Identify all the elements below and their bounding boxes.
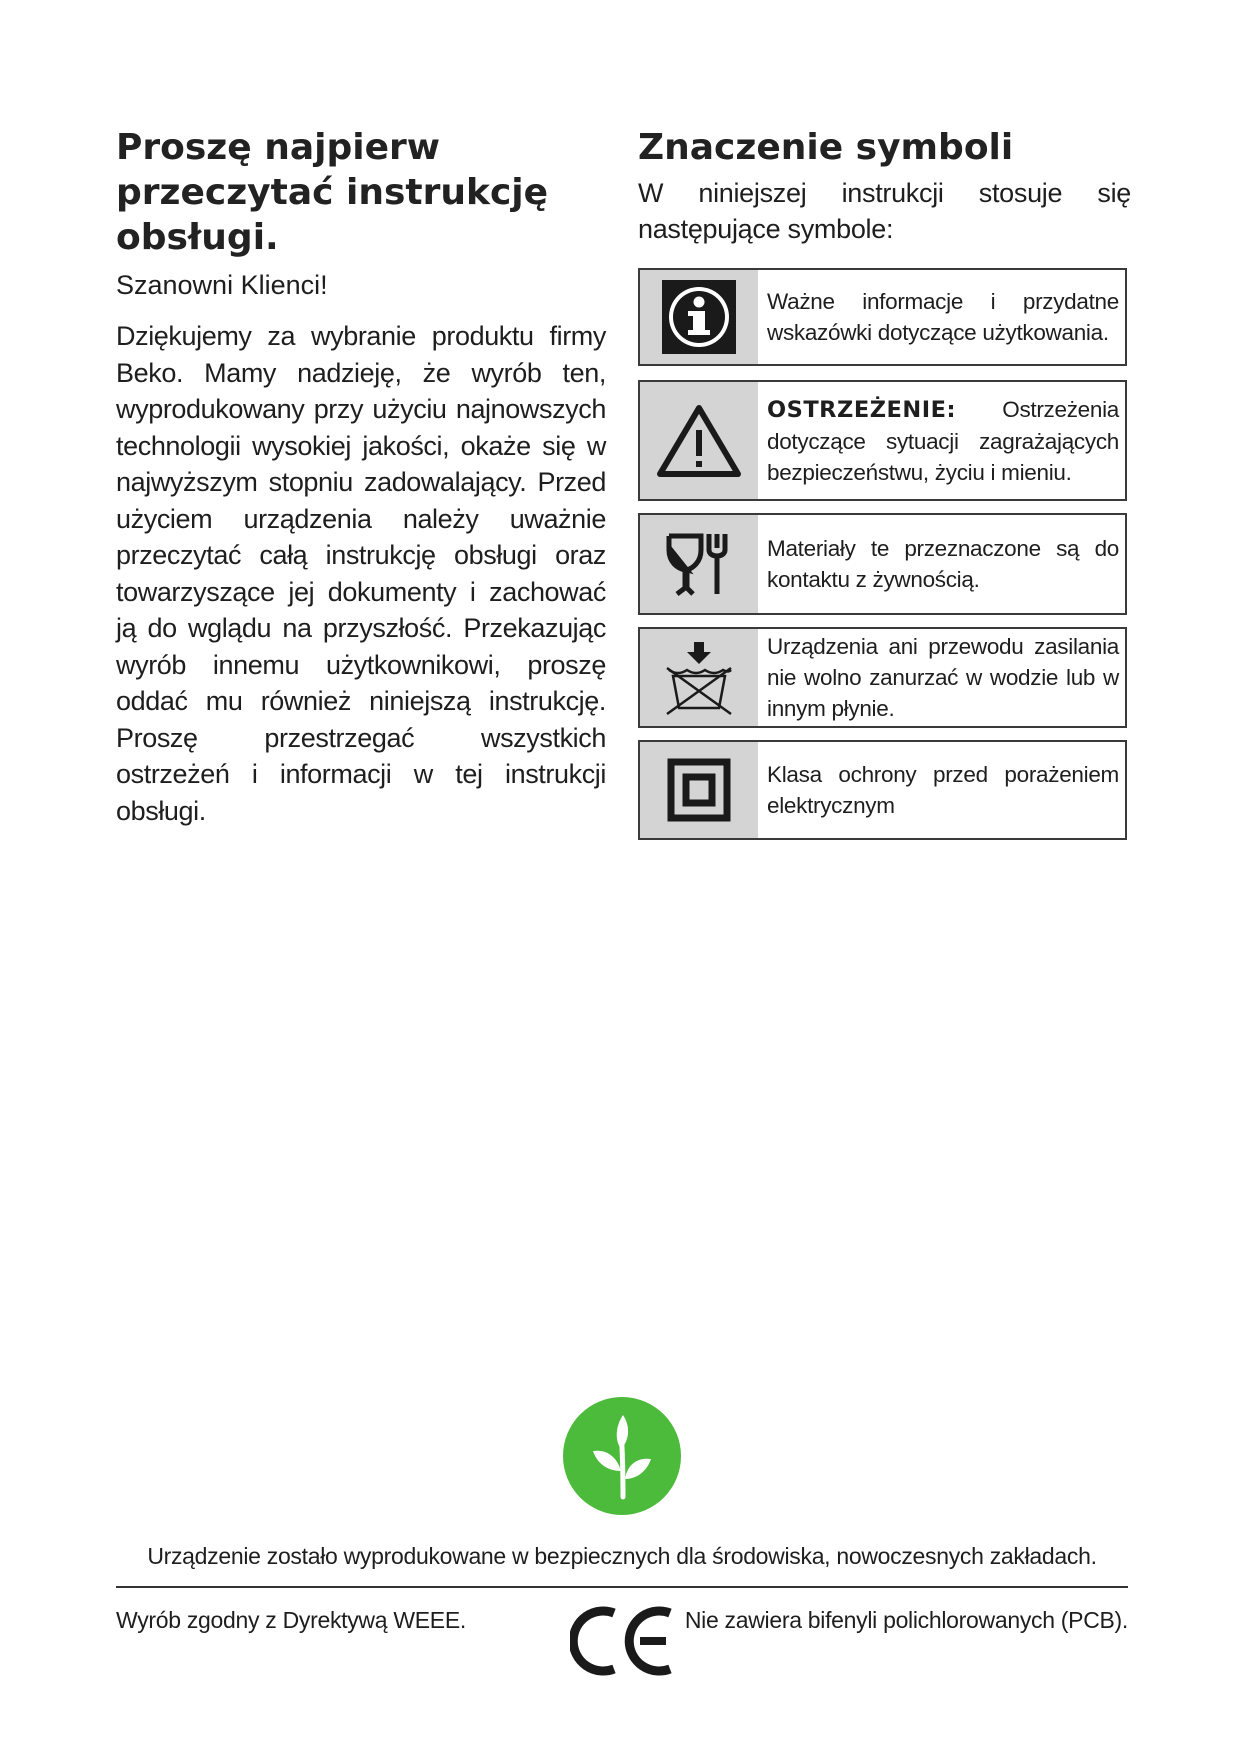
leaf-icon bbox=[563, 1397, 681, 1515]
warning-triangle-icon bbox=[640, 382, 758, 499]
footer-divider bbox=[116, 1586, 1128, 1588]
page-title: Proszę najpierw przeczytać instrukcję obsługi. bbox=[116, 127, 549, 258]
symbol-row-food bbox=[638, 513, 1127, 615]
symbol-description: Urządzenia ani przewodu zasilania nie wolno zanurzać w wodzie lub w innym płynie. bbox=[767, 634, 1119, 721]
symbol-row-info bbox=[638, 268, 1127, 366]
symbol-description: Ważne informacje i przydatne wskazówki dotyczące użytkowania. bbox=[767, 289, 1119, 345]
info-icon bbox=[640, 270, 758, 364]
symbol-row-protection bbox=[638, 740, 1127, 840]
symbol-description: Klasa ochrony przed porażeniem elektrycznym bbox=[767, 762, 1119, 818]
symbols-title: Znaczenie symboli bbox=[638, 127, 1014, 168]
weee-statement: Wyrób zgodny z Dyrektywą WEEE. bbox=[116, 1607, 466, 1633]
pcb-statement: Nie zawiera bifenyli polichlorowanych (PCB). bbox=[684, 1607, 1128, 1633]
symbol-row-immersion bbox=[638, 627, 1127, 728]
warning-text: Ostrzeżenia dotyczące sytuacji zagrażających bezpieczeństwu, życiu i mieniu. bbox=[767, 396, 1119, 485]
symbol-description: Materiały te przeznaczone są do kontaktu z żywnością. bbox=[767, 536, 1119, 592]
symbols-list bbox=[638, 0, 1131, 900]
greeting: Szanowni Klienci! bbox=[116, 270, 328, 300]
symbol-row-warning bbox=[638, 380, 1127, 501]
intro-paragraph: Dziękujemy za wybranie produktu firmy Beko. Mamy nadzieję, że wyrób ten, wyprodukowany przy użyciu najnowszych technologii wysokiej jakości, okaże się w najwyższym stopniu zadowalający. Przed użyciem urządzenia należy uważnie przeczytać całą instrukcję obsługi oraz towarzyszące jej dokumenty i zachować ją do wglądu na przyszłość. Przekazując wyrób innemu użytkownikowi, proszę oddać mu również niniejszą instrukcję. Proszę przestrzegać wszystkich ostrzeżeń i informacji w tej instrukcji obsługi. bbox=[116, 321, 606, 826]
no-immersion-icon bbox=[640, 629, 758, 726]
left-column bbox=[116, 125, 606, 829]
protection-class-icon bbox=[640, 742, 758, 838]
symbol-description bbox=[758, 382, 1125, 499]
ce-mark-icon bbox=[570, 1603, 676, 1679]
symbols-intro: W niniejszej instrukcji stosuje się następujące symbole: bbox=[638, 178, 1131, 244]
eco-statement: Urządzenie zostało wyprodukowane w bezpiecznych dla środowiska, nowoczesnych zakładach. bbox=[147, 1543, 1097, 1569]
warning-label: OSTRZEŻENIE: bbox=[767, 396, 956, 423]
food-contact-icon bbox=[640, 515, 758, 613]
